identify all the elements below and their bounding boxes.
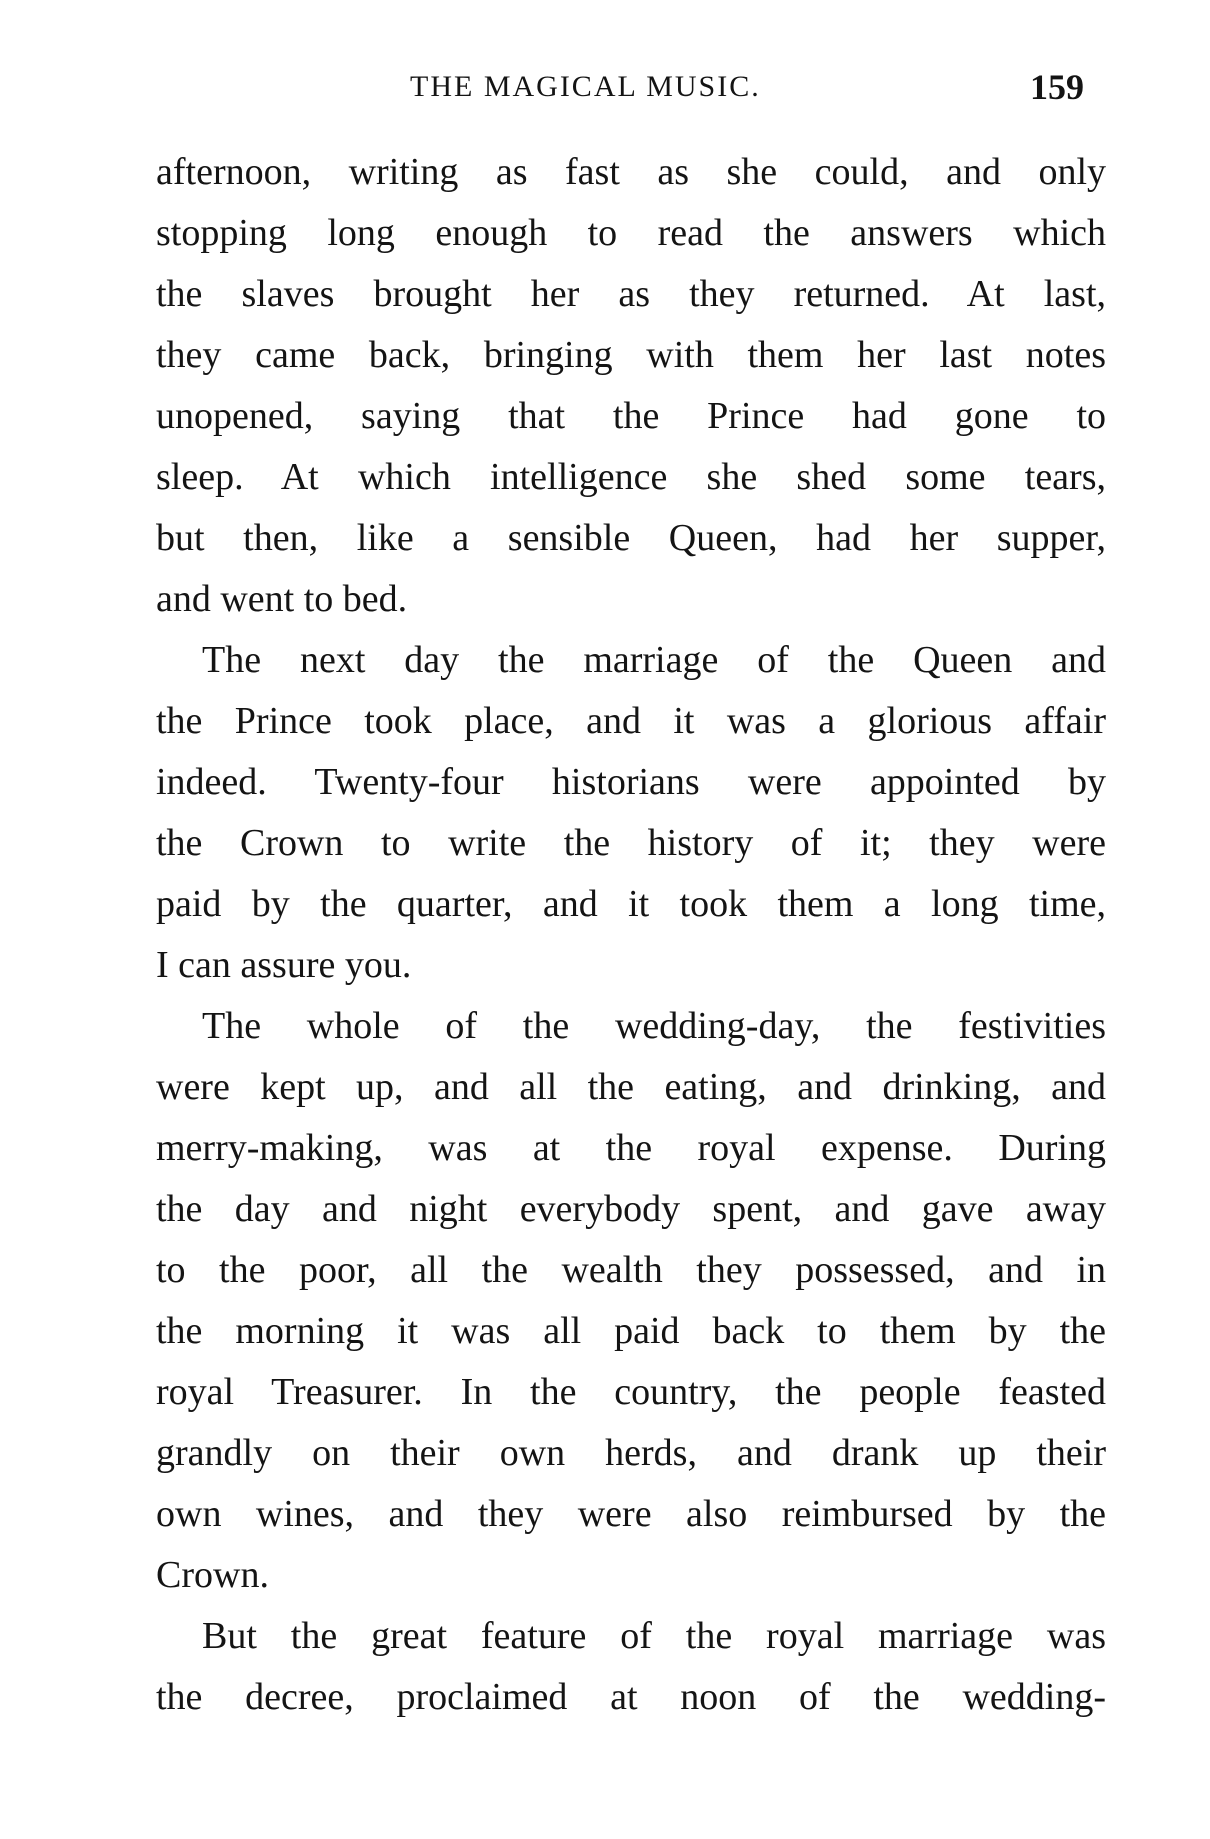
- text-line: afternoon, writing as fast as she could, and only: [156, 151, 1106, 193]
- text-line: unopened, saying that the Prince had gone to: [156, 395, 1106, 437]
- paragraph-1: [156, 142, 1106, 630]
- body-text: [156, 142, 1106, 1728]
- page-number: 159: [1030, 67, 1084, 107]
- text-line: Crown.: [156, 1554, 269, 1596]
- text-line: sleep. At which intelligence she shed some tears,: [156, 456, 1106, 498]
- text-line: and went to bed.: [156, 578, 408, 620]
- text-line: the Prince took place, and it was a glorious affair: [156, 700, 1106, 742]
- text-line: paid by the quarter, and it took them a long time,: [156, 883, 1106, 925]
- text-line: were kept up, and all the eating, and drinking, and: [156, 1066, 1106, 1108]
- text-line: the decree, proclaimed at noon of the wedding-: [156, 1676, 1106, 1718]
- text-line: merry-making, was at the royal expense. During: [156, 1127, 1106, 1169]
- text-line: the day and night everybody spent, and gave away: [156, 1188, 1106, 1230]
- text-line: the slaves brought her as they returned. At last,: [156, 273, 1106, 315]
- text-line: grandly on their own herds, and drank up their: [156, 1432, 1106, 1474]
- text-line: indeed. Twenty-four historians were appointed by: [156, 761, 1106, 803]
- text-line: they came back, bringing with them her last notes: [156, 334, 1106, 376]
- text-line: the Crown to write the history of it; they were: [156, 822, 1106, 864]
- paragraph-4: [156, 1606, 1106, 1728]
- text-line: but then, like a sensible Queen, had her supper,: [156, 517, 1106, 559]
- text-line: the morning it was all paid back to them by the: [156, 1310, 1106, 1352]
- text-line: royal Treasurer. In the country, the people feasted: [156, 1371, 1106, 1413]
- text-line: stopping long enough to read the answers which: [156, 212, 1106, 254]
- running-title: THE MAGICAL MUSIC.: [410, 70, 761, 103]
- text-line: But the great feature of the royal marriage was: [202, 1615, 1106, 1657]
- text-line: own wines, and they were also reimbursed by the: [156, 1493, 1106, 1535]
- paragraph-3: [156, 996, 1106, 1606]
- text-line: I can assure you.: [156, 944, 412, 986]
- text-line: The whole of the wedding-day, the festivities: [202, 1005, 1106, 1047]
- text-line: The next day the marriage of the Queen and: [202, 639, 1106, 681]
- text-line: to the poor, all the wealth they possessed, and in: [156, 1249, 1106, 1291]
- paragraph-2: [156, 630, 1106, 996]
